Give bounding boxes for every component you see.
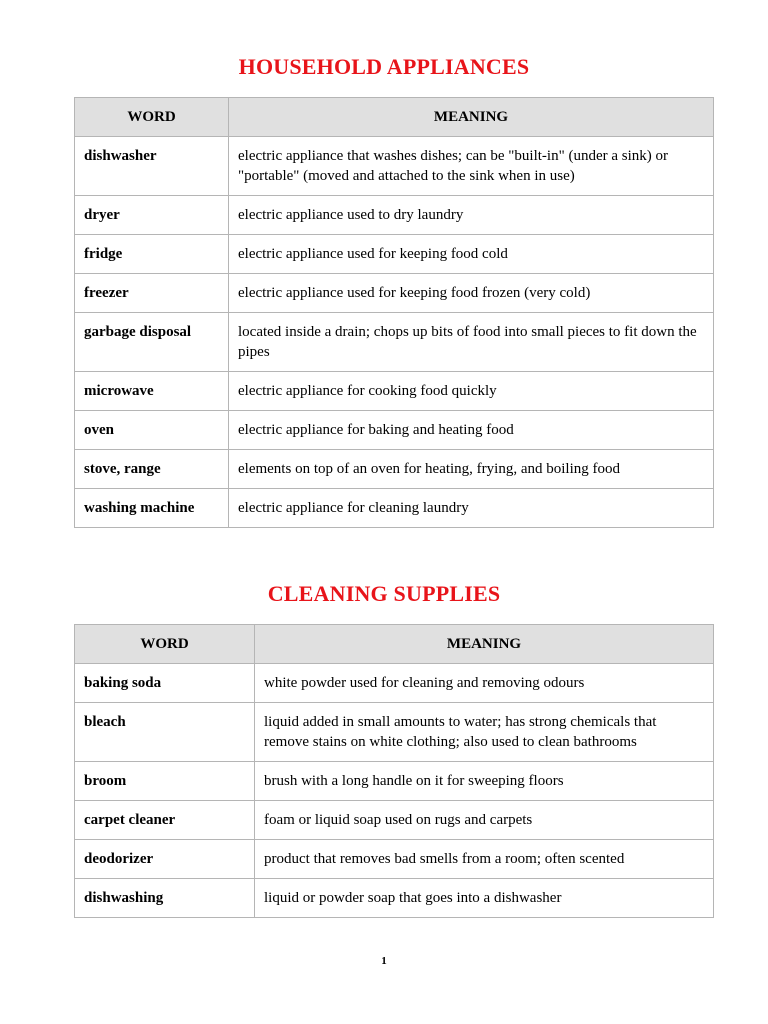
column-header-meaning: MEANING bbox=[229, 98, 714, 137]
word-cell: broom bbox=[75, 762, 255, 801]
meaning-cell: located inside a drain; chops up bits of food into small pieces to fit down the pipes bbox=[229, 313, 714, 372]
word-cell: baking soda bbox=[75, 664, 255, 703]
table-row bbox=[75, 703, 714, 762]
appliances-table bbox=[74, 97, 714, 528]
table-row bbox=[75, 489, 714, 528]
table-row bbox=[75, 372, 714, 411]
meaning-cell: brush with a long handle on it for sweeping floors bbox=[255, 762, 714, 801]
word-cell: dishwashing bbox=[75, 879, 255, 918]
table-row bbox=[75, 196, 714, 235]
meaning-cell: liquid added in small amounts to water; has strong chemicals that remove stains on white clothing; also used to clean bathrooms bbox=[255, 703, 714, 762]
section-title-cleaning: CLEANING SUPPLIES bbox=[267, 581, 501, 606]
word-cell: dishwasher bbox=[75, 137, 229, 196]
word-cell: garbage disposal bbox=[75, 313, 229, 372]
word-cell: oven bbox=[75, 411, 229, 450]
word-cell: fridge bbox=[75, 235, 229, 274]
word-cell: freezer bbox=[75, 274, 229, 313]
meaning-cell: electric appliance for baking and heating food bbox=[229, 411, 714, 450]
section-title-appliances: HOUSEHOLD APPLIANCES bbox=[238, 54, 530, 79]
word-cell: carpet cleaner bbox=[75, 801, 255, 840]
word-cell: microwave bbox=[75, 372, 229, 411]
word-cell: deodorizer bbox=[75, 840, 255, 879]
meaning-cell: electric appliance for cleaning laundry bbox=[229, 489, 714, 528]
meaning-cell: foam or liquid soap used on rugs and carpets bbox=[255, 801, 714, 840]
meaning-cell: electric appliance that washes dishes; can be "built-in" (under a sink) or "portable" (moved and attached to the sink when in use) bbox=[229, 137, 714, 196]
meaning-cell: white powder used for cleaning and removing odours bbox=[255, 664, 714, 703]
table-row bbox=[75, 879, 714, 918]
column-header-meaning: MEANING bbox=[255, 625, 714, 664]
table-row bbox=[75, 235, 714, 274]
table-row bbox=[75, 801, 714, 840]
meaning-cell: liquid or powder soap that goes into a dishwasher bbox=[255, 879, 714, 918]
table-row bbox=[75, 762, 714, 801]
table-header-row bbox=[75, 625, 714, 664]
cleaning-table bbox=[74, 624, 714, 918]
column-header-word: WORD bbox=[75, 625, 255, 664]
table-header-row bbox=[75, 98, 714, 137]
meaning-cell: electric appliance used to dry laundry bbox=[229, 196, 714, 235]
page-number: 1 bbox=[381, 955, 387, 967]
table-row bbox=[75, 411, 714, 450]
meaning-cell: electric appliance used for keeping food cold bbox=[229, 235, 714, 274]
table-row bbox=[75, 274, 714, 313]
word-cell: stove, range bbox=[75, 450, 229, 489]
word-cell: washing machine bbox=[75, 489, 229, 528]
column-header-word: WORD bbox=[75, 98, 229, 137]
word-cell: dryer bbox=[75, 196, 229, 235]
table-row bbox=[75, 137, 714, 196]
table-row bbox=[75, 450, 714, 489]
meaning-cell: electric appliance used for keeping food frozen (very cold) bbox=[229, 274, 714, 313]
meaning-cell: product that removes bad smells from a room; often scented bbox=[255, 840, 714, 879]
table-row bbox=[75, 313, 714, 372]
meaning-cell: elements on top of an oven for heating, frying, and boiling food bbox=[229, 450, 714, 489]
meaning-cell: electric appliance for cooking food quickly bbox=[229, 372, 714, 411]
table-row bbox=[75, 664, 714, 703]
word-cell: bleach bbox=[75, 703, 255, 762]
table-row bbox=[75, 840, 714, 879]
